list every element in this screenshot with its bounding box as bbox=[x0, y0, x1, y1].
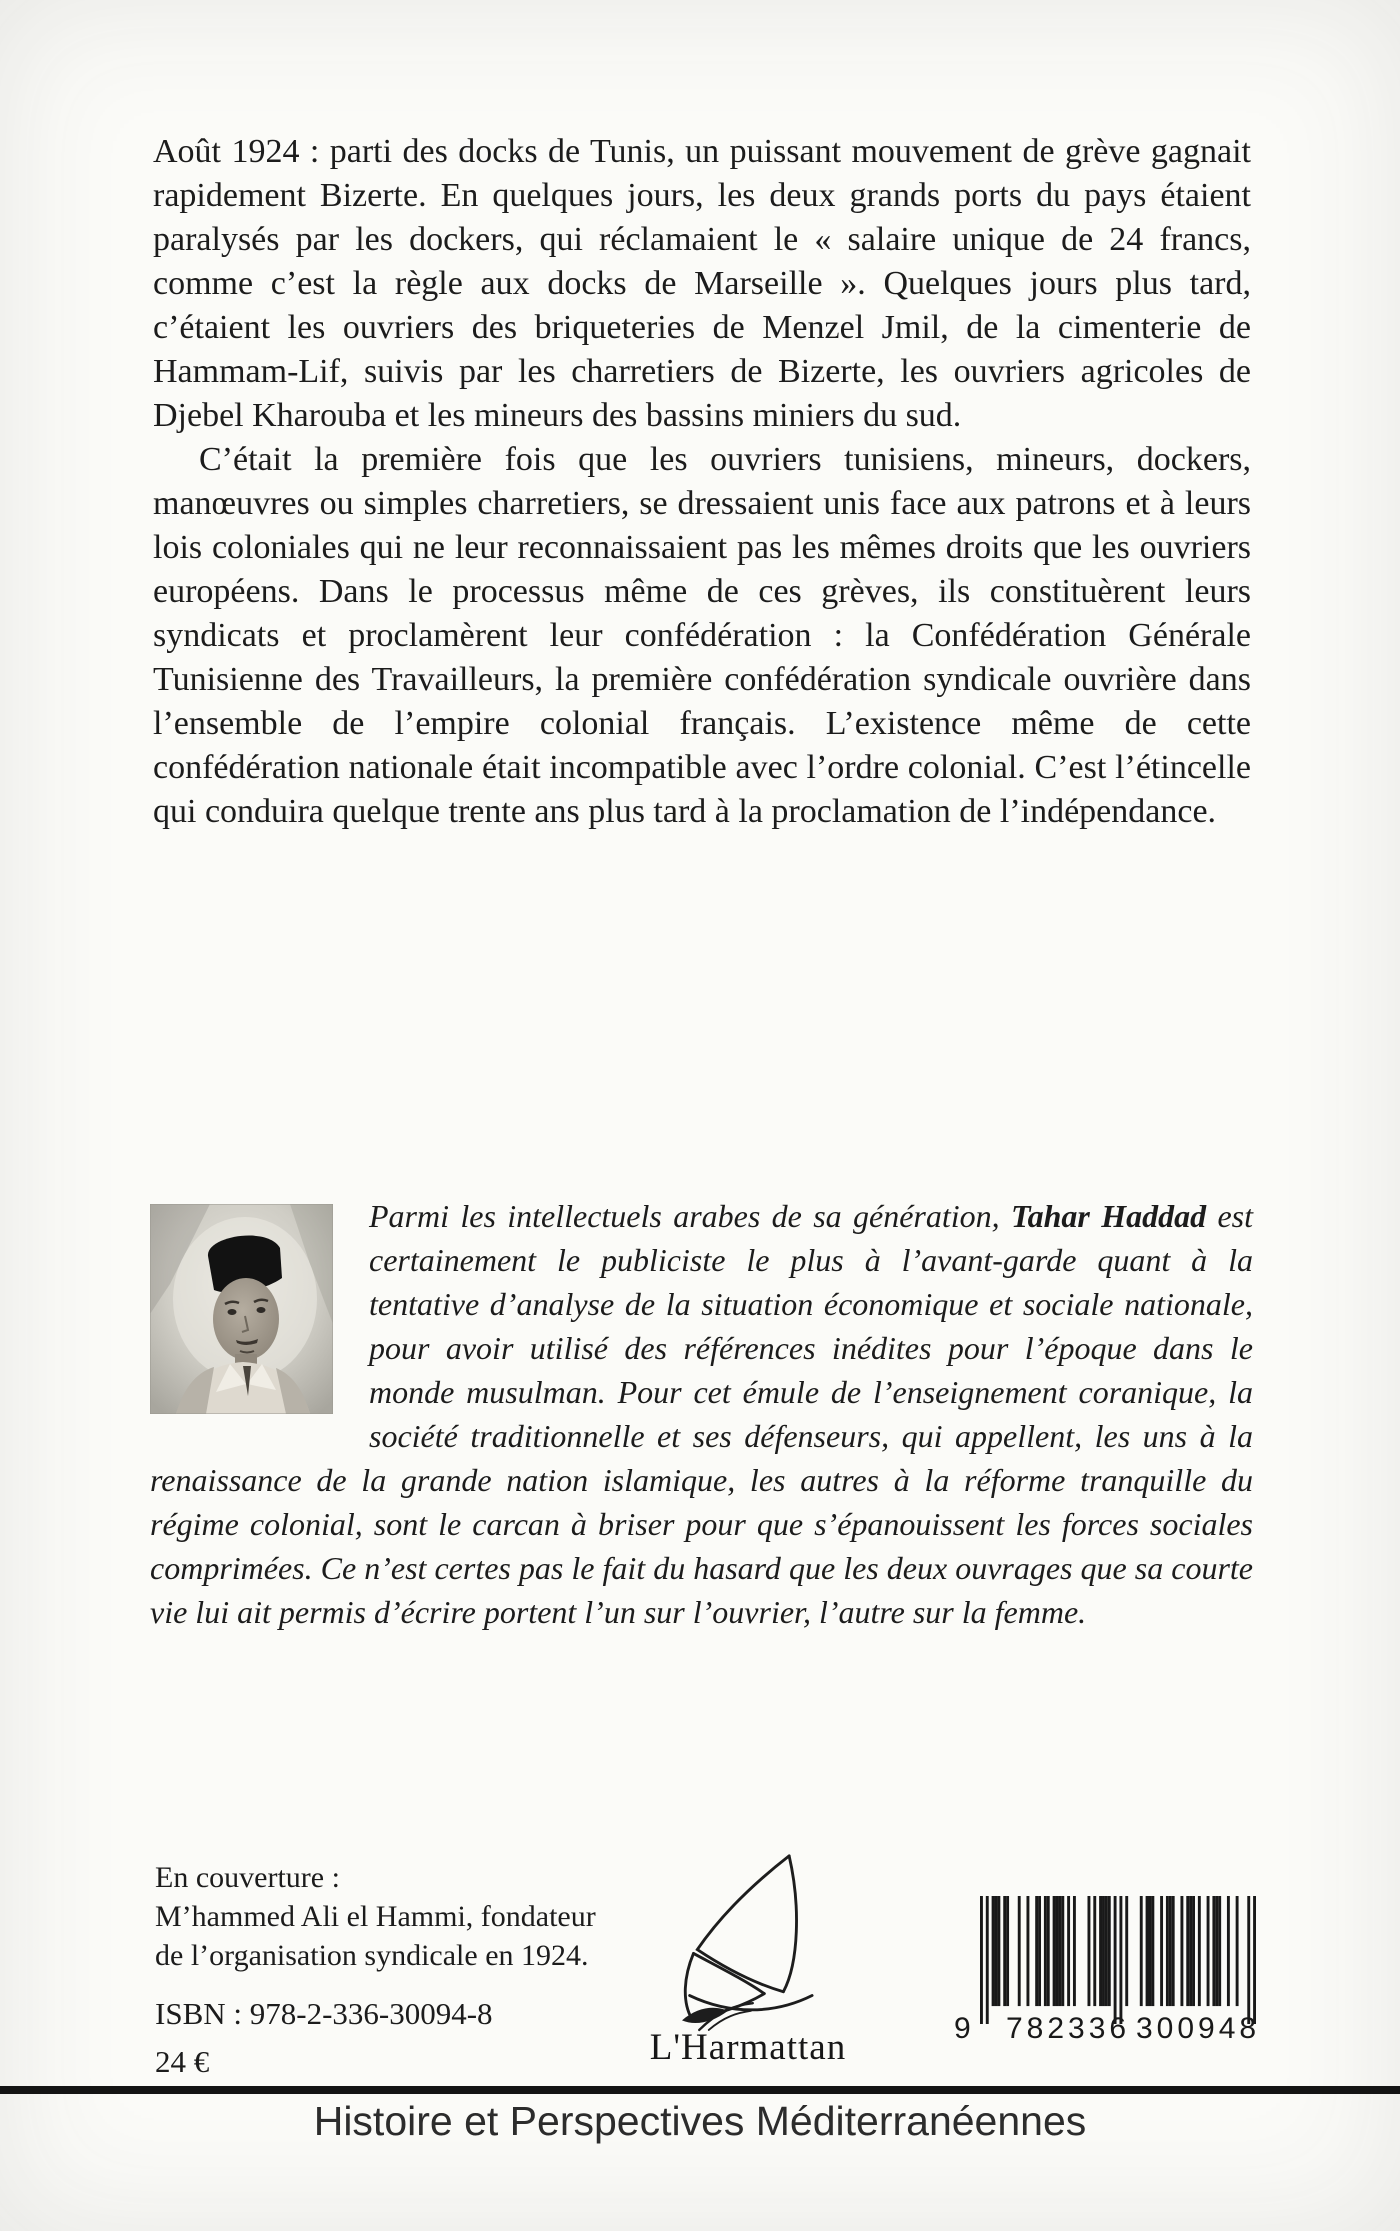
back-cover-blurb bbox=[153, 130, 1251, 834]
barcode-digits-left: 782336 bbox=[1006, 2012, 1131, 2045]
bio-text-before: Parmi les intellectuels arabes de sa génération, bbox=[369, 1198, 1012, 1234]
price-label: 24 € bbox=[155, 2044, 210, 2079]
barcode-digits-right: 300948 bbox=[1136, 2012, 1261, 2045]
banner-rule bbox=[0, 2086, 1400, 2094]
portrait-photo-graphic bbox=[150, 1204, 333, 1414]
author-name: Tahar Haddad bbox=[1011, 1198, 1207, 1234]
publisher-name: L'Harmattan bbox=[649, 2027, 847, 2068]
cover-credit-line3: de l’organisation syndicale en 1924. bbox=[155, 1939, 589, 1972]
bio-text-after: est certainement le publiciste le plus à l’avant-garde quant à la tentative d’analyse de la situation économique et sociale nationale, pour avoir utilisé des références inédites pour l’époque dans le monde musulman. Pour cet émule de l’enseignement coranique, la société traditionnelle et ses défenseurs, qui appellent, les uns à la renaissance de la grande nation islamique, les autres à la réforme tranquille du régime colonial, sont le carcan à briser pour que s’épanouissent les forces sociales comprimées. Ce n’est certes pas le fait du hasard que les deux ouvrages que sa courte vie lui ait permis d’écrire portent l’un sur l’ouvrier, l’autre sur la femme. bbox=[150, 1198, 1254, 1630]
barcode bbox=[954, 1896, 1261, 2056]
cover-credit-line2: M’hammed Ali el Hammi, fondateur bbox=[155, 1900, 596, 1933]
author-bio bbox=[150, 1194, 1253, 1634]
cover-photo bbox=[150, 1204, 333, 1414]
barcode-digit-lead: 9 bbox=[954, 2012, 975, 2045]
blurb-paragraph-2: C’était la première fois que les ouvriers tunisiens, mineurs, dockers, manœuvres ou simples charretiers, se dressaient unis face aux patrons et à leurs lois coloniales qui ne leur reconnaissaient pas les mêmes droits que les ouvriers européens. Dans le processus même de ces grèves, ils constituèrent leurs syndicats et proclamèrent leur confédération : la Confédération Générale Tunisienne des Travailleurs, la première confédération syndicale ouvrière dans l’ensemble de l’empire colonial français. L’existence même de cette confédération nationale était incompatible avec l’ordre colonial. C’est l’étincelle qui conduira quelque trente ans plus tard à la proclamation de l’indépendance. bbox=[153, 441, 1251, 830]
sailboat-logo-icon bbox=[638, 1850, 858, 2032]
isbn-label: ISBN : 978-2-336-30094-8 bbox=[155, 1996, 493, 2031]
blurb-paragraph-1: Août 1924 : parti des docks de Tunis, un puissant mouvement de grève gagnait rapidement Bizerte. En quelques jours, les deux grands ports du pays étaient paralysés par les dockers, qui réclamaient le « salaire unique de 24 francs, comme c’est la règle aux docks de Marseille ». Quelques jours plus tard, c’étaient les ouvriers des briqueteries de Menzel Jmil, de la cimenterie de Hammam-Lif, suivis par les charretiers de Bizerte, les ouvriers agricoles de Djebel Kharouba et les mineurs des bassins miniers du sud. bbox=[153, 133, 1251, 434]
cover-credit-line1: En couverture : bbox=[155, 1861, 340, 1894]
publisher-logo bbox=[628, 1850, 868, 2095]
barcode-bars bbox=[980, 1896, 1256, 2024]
series-banner: Histoire et Perspectives Méditerranéennes bbox=[313, 2098, 1087, 2144]
